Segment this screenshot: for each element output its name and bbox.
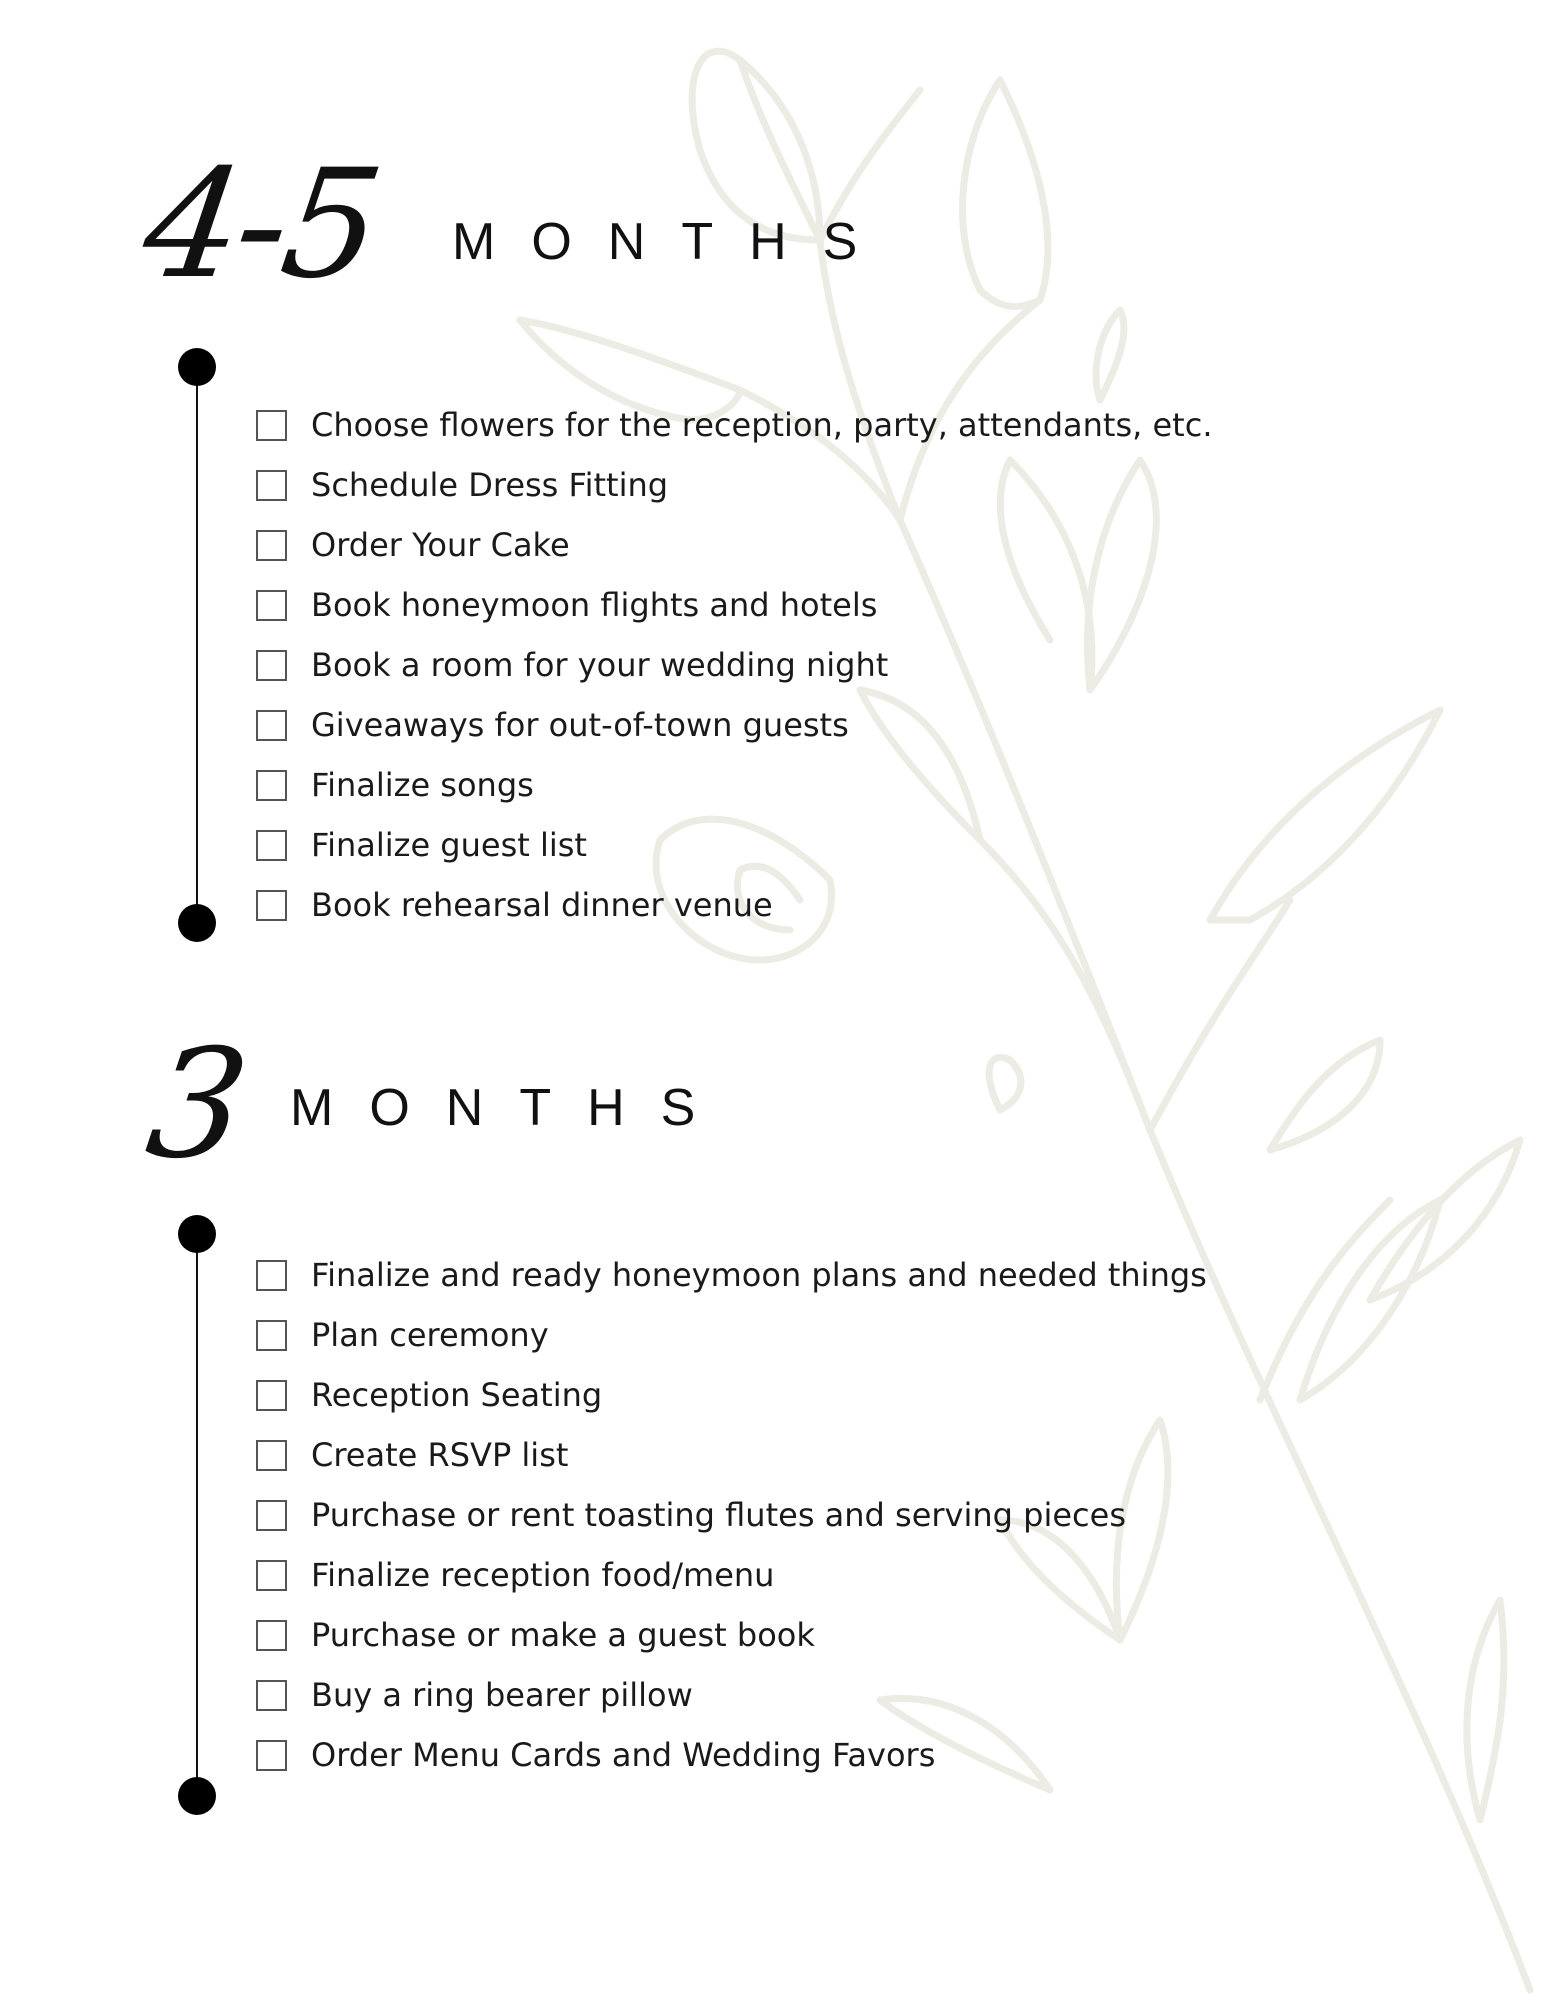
checklist-item-label: Book honeymoon flights and hotels (311, 586, 878, 624)
checklist-item (256, 1665, 1207, 1725)
checkbox[interactable] (256, 1260, 287, 1291)
checklist-item-label: Choose flowers for the reception, party, attendants, etc. (311, 406, 1213, 444)
checklist-item (256, 1725, 1207, 1785)
checklist (256, 1245, 1207, 1785)
timeline-dot-start (178, 348, 216, 386)
section-numeral: 4-5 (133, 138, 388, 312)
checklist-item (256, 755, 1212, 815)
section-heading: MONTHS (290, 1079, 732, 1137)
checklist-item-label: Reception Seating (311, 1376, 603, 1414)
section-heading: MONTHS (452, 213, 894, 271)
checklist-item-label: Finalize songs (311, 766, 534, 804)
checklist-item (256, 455, 1212, 515)
checklist-item-label: Create RSVP list (311, 1436, 569, 1474)
checkbox[interactable] (256, 1740, 287, 1771)
checklist-item (256, 1485, 1207, 1545)
timeline-connector (178, 1215, 216, 1815)
timeline-line (196, 1234, 198, 1796)
checkbox[interactable] (256, 1680, 287, 1711)
checklist-item-label: Plan ceremony (311, 1316, 549, 1354)
timeline-dot-end (178, 1777, 216, 1815)
checklist-item (256, 815, 1212, 875)
checklist-item (256, 1365, 1207, 1425)
checklist-item-label: Purchase or rent toasting flutes and serving pieces (311, 1496, 1126, 1534)
checklist-item (256, 395, 1212, 455)
timeline-connector (178, 348, 216, 942)
timeline-dot-end (178, 904, 216, 942)
checkbox[interactable] (256, 1380, 287, 1411)
checklist-item (256, 695, 1212, 755)
checklist-item-label: Book a room for your wedding night (311, 646, 889, 684)
checkbox[interactable] (256, 1560, 287, 1591)
checklist-item-label: Schedule Dress Fitting (311, 466, 669, 504)
checklist-item-label: Order Your Cake (311, 526, 570, 564)
checklist-item (256, 875, 1212, 935)
checkbox[interactable] (256, 1620, 287, 1651)
checkbox[interactable] (256, 1320, 287, 1351)
timeline-line (196, 367, 198, 923)
checklist-item (256, 635, 1212, 695)
checklist-item (256, 575, 1212, 635)
timeline-dot-start (178, 1215, 216, 1253)
checklist (256, 395, 1212, 935)
checkbox[interactable] (256, 590, 287, 621)
checkbox[interactable] (256, 650, 287, 681)
checkbox[interactable] (256, 890, 287, 921)
checklist-item-label: Purchase or make a guest book (311, 1616, 815, 1654)
section-numeral: 3 (137, 1018, 258, 1192)
checklist-item (256, 1605, 1207, 1665)
checkbox[interactable] (256, 530, 287, 561)
checklist-item (256, 1245, 1207, 1305)
checklist-item (256, 1305, 1207, 1365)
checklist-item (256, 1425, 1207, 1485)
checkbox[interactable] (256, 770, 287, 801)
checklist-item-label: Finalize and ready honeymoon plans and needed things (311, 1256, 1207, 1294)
checkbox[interactable] (256, 410, 287, 441)
checkbox[interactable] (256, 470, 287, 501)
checkbox[interactable] (256, 710, 287, 741)
checklist-item (256, 515, 1212, 575)
checklist-item-label: Book rehearsal dinner venue (311, 886, 773, 924)
checkbox[interactable] (256, 830, 287, 861)
checkbox[interactable] (256, 1500, 287, 1531)
checklist-item-label: Finalize reception food/menu (311, 1556, 775, 1594)
checklist-item-label: Order Menu Cards and Wedding Favors (311, 1736, 936, 1774)
checklist-item-label: Giveaways for out-of-town guests (311, 706, 849, 744)
checklist-item (256, 1545, 1207, 1605)
checklist-item-label: Finalize guest list (311, 826, 587, 864)
checklist-item-label: Buy a ring bearer pillow (311, 1676, 693, 1714)
checkbox[interactable] (256, 1440, 287, 1471)
